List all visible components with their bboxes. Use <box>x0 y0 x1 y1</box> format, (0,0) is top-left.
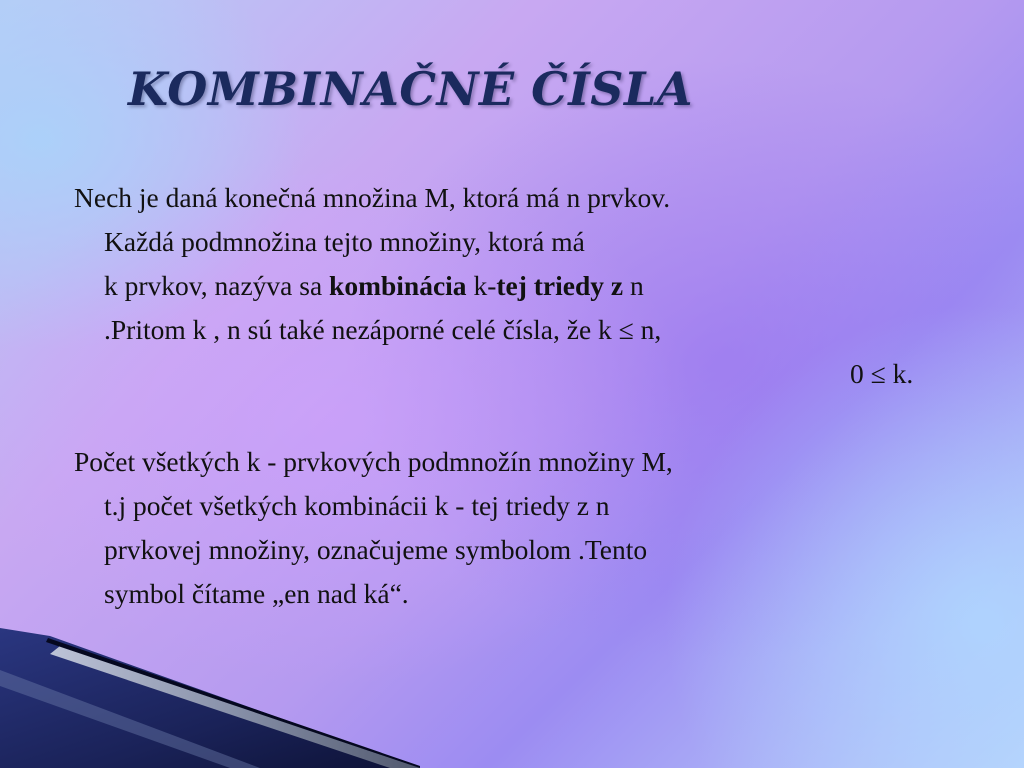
definition-line-3-mid: k- <box>466 270 497 301</box>
corner-decoration <box>0 628 420 768</box>
definition-line-3-text: k prvkov, nazýva sa <box>104 270 330 301</box>
slide-title: KOMBINAČNÉ ČÍSLA <box>128 62 693 116</box>
term-kombinacia: kombinácia <box>329 270 467 301</box>
definition-line-1: Nech je daná konečná množina M, ktorá má n prvkov. <box>74 182 671 213</box>
slide-body <box>74 176 974 616</box>
paragraph-gap <box>74 396 974 440</box>
count-line-3: prvkovej množiny, označujeme symbolom .Tento <box>104 534 648 565</box>
count-paragraph <box>74 440 974 616</box>
count-line-2: t.j počet všetkých kombinácii k - tej triedy z n <box>104 490 610 521</box>
count-line-4: symbol čítame „en nad ká“. <box>104 578 409 609</box>
count-line-1: Počet všetkých k - prvkových podmnožín množiny M, <box>74 446 673 477</box>
definition-paragraph <box>74 176 974 396</box>
definition-line-3-end: n <box>623 270 644 301</box>
definition-line-5: 0 ≤ k. <box>850 358 914 389</box>
definition-line-3 <box>74 264 974 308</box>
term-tej-triedy: tej triedy z <box>496 270 624 301</box>
definition-line-4: .Pritom k , n sú také nezáporné celé čísla, že k ≤ n, <box>104 314 662 345</box>
definition-line-2: Každá podmnožina tejto množiny, ktorá má <box>104 226 585 257</box>
